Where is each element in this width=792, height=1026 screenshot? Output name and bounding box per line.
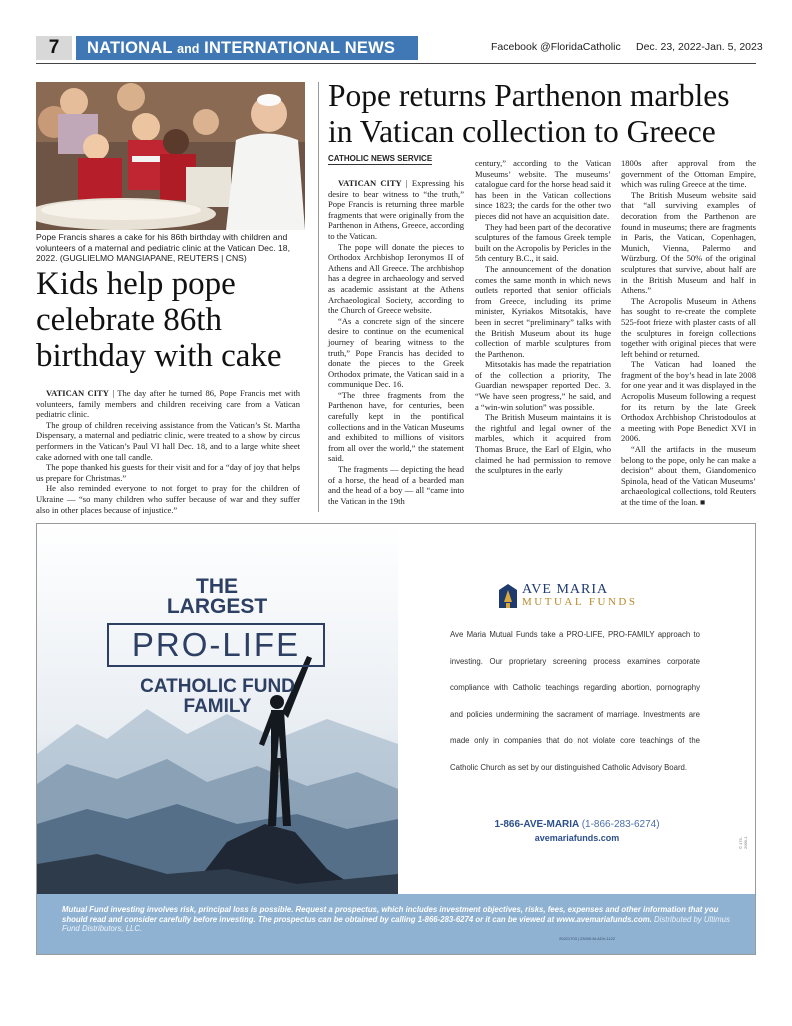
section-banner [76,36,418,60]
ad-vertical-code: © 175-2066-1 [738,836,748,849]
parthenon-col1-p5: The fragments — depicting the head of a horse, the head of a bearded man and the head of a boy — all “came into the Vatican in the 19th [328,464,464,506]
ad-phone-number[interactable]: 1-866-AVE-MARIA [494,819,579,830]
kids-story-body [36,388,300,515]
ad-disclaimer [62,905,734,934]
parthenon-col2-p4: Mitsotakis has made the repatriation of the collection a priority, The Guardian newspaper reported Dec. 3. “We have seen progress,” he said, and a “win-win solution” was possible. [475,359,611,412]
header-rule [36,63,756,64]
ad-line-the: THE [196,575,238,598]
column-rule [318,82,319,512]
parthenon-col-3 [621,158,756,508]
parthenon-col1-p3: “As a concrete sign of the sincere desire to continue on the ecumenical journey of bearing witness to the truth,” Pope Francis has decided to donate the pieces to the Greek Orthodox primate, the Vatican said in a communique Dec. 16. [328,315,464,390]
page-number: 7 [36,36,72,60]
kids-p3: The pope thanked his guests for their visit and for a “day of joy that helps us prepare for Christmas.” [36,462,300,483]
ad-disclaimer-text: Mutual Fund investing involves risk, principal loss is possible. Request a prospectus, which includes investment objectives, risks, fees, expenses and other information that you should read and consider carefully before investing. The prospectus can be obtained by calling 1-866-283-6274 or it can be viewed at www.avemariafunds.com. [62,905,719,924]
parthenon-col-1 [328,178,464,506]
ad-line-family: FAMILY [183,696,252,717]
parthenon-headline: Pope returns Parthenon marbles in Vatican collection to Greece [328,78,730,149]
parthenon-col3-p3: The Acropolis Museum in Athens has sought to re-create the complete 525-foot frieze with plaster casts of all the sculptures in foreign collections together with original pieces that were left behind or returned. [621,295,756,359]
parthenon-col3-p5: “All the artifacts in the museum belong to the pope, only he can make a decision” about them, Giandomenico Spinola, head of the Vatican Museums’ archaeological collections, told Reuters at the time of the loan. ■ [621,444,756,507]
ad-copy-panel [398,524,756,894]
parthenon-col2-p5: The British Museum maintains it is the rightful and legal owner of the marbles, which it acquired from Thomas Bruce, the Earl of Elgin, who claimed he had permission to remove the sculptures in the early [475,412,611,476]
parthenon-col1-p1: | Expressing his desire to bear witness to “the truth,” Pope Francis is returning three marble fragments that were originally from the Parthenon in Athens, Greece, according to the Vatican. [328,178,464,241]
ad-phone-alt[interactable]: (1-866-283-6274) [581,819,660,830]
parthenon-col-2 [475,158,611,476]
ad-line-catholic-fund: CATHOLIC FUND [140,676,295,697]
kids-dateline: VATICAN CITY [46,388,109,398]
ad-disclaimer-band [37,894,756,955]
section-and: and [177,42,200,56]
kids-p4: He also reminded everyone to not forget to pray for the children of Ukraine — “so many children who suffer because of war and they suffer also in other places because of injustice.” [36,483,300,515]
section-main: NATIONAL [87,39,173,57]
parthenon-col3-p1: 1800s after approval from the government of the Ottoman Empire, which was ruling Greece at the time. [621,158,756,190]
parthenon-col3-p4: The Vatican had loaned the fragment of the boy’s head in late 2008 for one year and it was displayed in the Acropolis Museum following a request for its return by the late Greek Orthodox Archbishop Christodoulos at a meeting with Pope Benedict XVI in 2006. [621,359,756,444]
parthenon-col3-p2: The British Museum website said that “all surviving examples of decoration from the Parthenon are found in museums; there are fragments in Paris, the Vatican, Copenhagen, Munich, Vienna, Palermo and Würzburg. Of the 50% of the original sculptures that survive, about half are in the British Museum and half in Athens.” [621,189,756,296]
parthenon-col1-p2: The pope will donate the pieces to Orthodox Archbishop Ieronymos II of Athens and All Greece. The archbishop has a degree in archaeology and served as academic assistant at the Athens Archaeological Society, according to the Church of Greece website. [328,241,464,316]
kids-p2: The group of children receiving assistance from the Vatican’s St. Martha Dispensary, a maternal and pediatric clinic, were treated to a show by circus performers in the Vatican’s Paul VI hall Dec. 18, and to a large white sheet cake adorned with one tall candle. [36,419,300,462]
social-handle[interactable]: Facebook @FloridaCatholic [491,41,621,53]
byline: CATHOLIC NEWS SERVICE [328,154,433,163]
parthenon-col2-p1: century,” according to the Vatican Museums’ website. The museums’ catalogue card for the horse head said it has been in the Vatican collections since 1823; the cards for the other two pieces did not have an acquisition date. [475,158,611,221]
ad-pro-life-box: PRO-LIFE [107,623,325,667]
kids-headline: Kids help pope celebrate 86th birthday with cake [36,266,282,374]
kids-p1: | The day after he turned 86, Pope Francis met with volunteers, family members and children receiving care from a Vatican pediatric clinic. [36,388,300,420]
ad-brand-sub: MUTUAL FUNDS [522,596,638,608]
parthenon-col2-p3: The announcement of the donation comes the same month in which news outlets reported that senior officials from Greece, including its prime minister, Kyriakos Mitsotakis, have been in secret “preliminary” talks with the British Museum about its huge collection of marble sculptures from the Parthenon. [475,263,611,359]
ad-line-largest: LARGEST [166,595,268,618]
parthenon-col1-p4: “The three fragments from the Parthenon have, for centuries, been carefully kept in the pontifical collections and in the Vatican Museums and exhibited to millions of visitors from all over the world,” the statement said. [328,389,464,464]
ave-maria-logo-icon [499,584,517,608]
pope-birthday-photo [36,82,305,230]
ad-phone[interactable] [398,819,756,830]
issue-date: Dec. 23, 2022-Jan. 5, 2023 [636,41,763,53]
section-rest: INTERNATIONAL NEWS [204,39,396,57]
ad-copy: Ave Maria Mutual Funds take a PRO-LIFE, PRO-FAMILY approach to investing. Our proprietary screening process examines corporate compliance with Catholic teachings regarding abortion, pornography and policies undermining the sacrament of marriage. Investments are made only in companies that do not violate core teachings of the Catholic Church as set by our distinguished Catholic Advisory Board. [450,630,700,772]
ad-code: 20221703 | 23000-M-ADV-1122 [559,936,616,941]
photo-caption: Pope Francis shares a cake for his 86th birthday with children and volunteers of a maternal and pediatric clinic at the Vatican Dec. 18, 2022. (GUGLIELMO MANGIAPANE, REUTERS | CNS) [36,232,290,264]
ad-distributor: Distributed by Ultimus Fund Distributors, LLC. [62,914,730,934]
parthenon-dateline: VATICAN CITY [338,178,402,188]
ad-brand-name: AVE MARIA [522,582,609,597]
ad-website-link[interactable]: avemariafunds.com [534,833,620,843]
ad-image-panel [37,524,398,894]
ave-maria-advertisement[interactable] [36,523,756,955]
parthenon-col2-p2: They had been part of the decorative sculptures of the famous Greek temple built on the Acropolis by Pericles in the 5th century B.C., it said. [475,221,611,264]
